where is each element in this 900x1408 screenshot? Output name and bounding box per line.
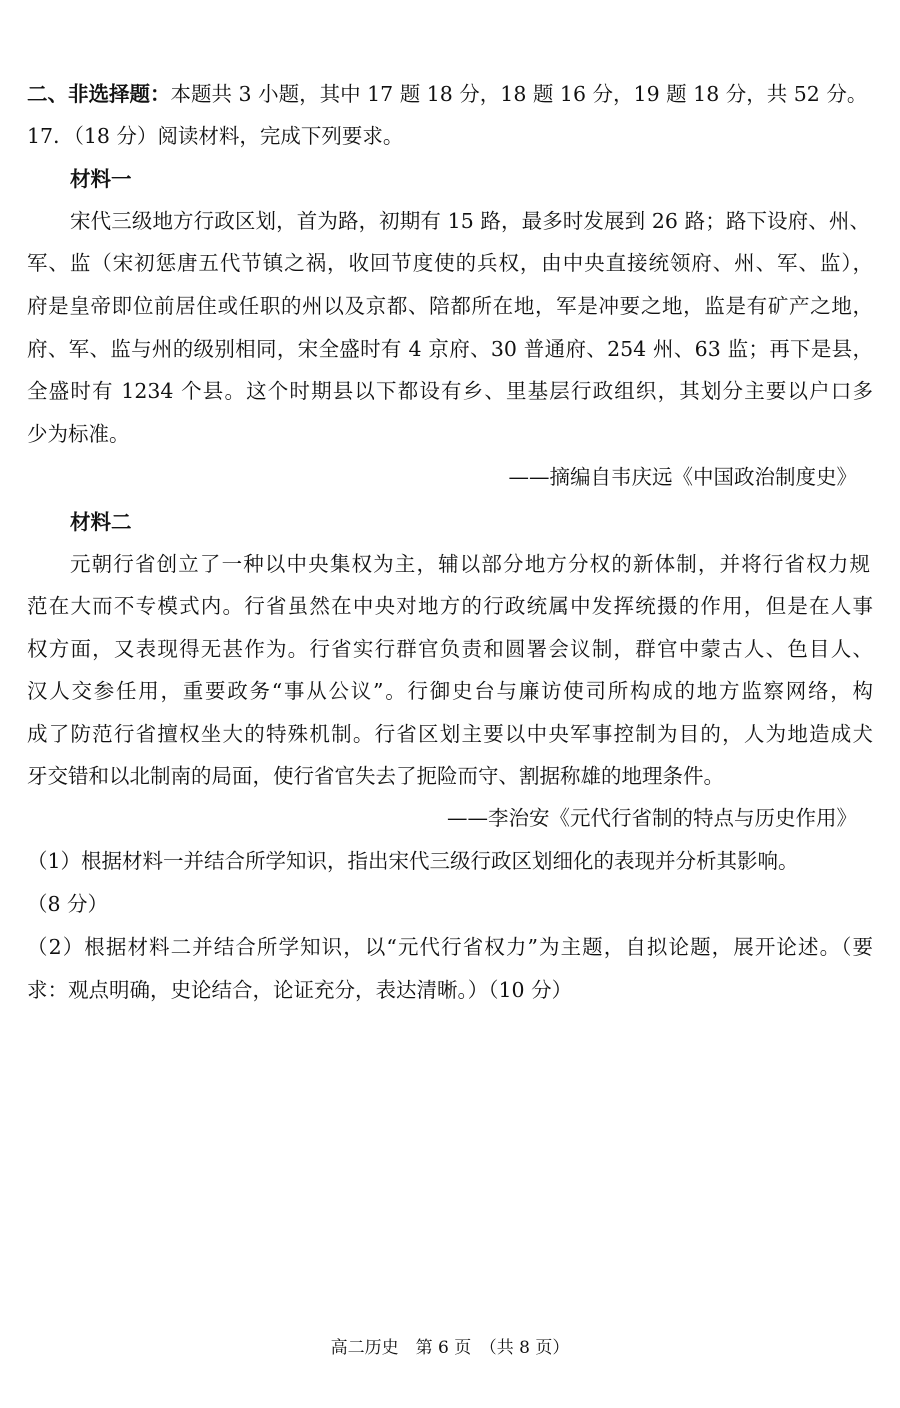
question-prompt: 阅读材料，完成下列要求。 [157,124,404,148]
material1-line: 全盛时有 1234 个县。这个时期县以下都设有乡、里基层行政组织，其划分主要以户口多 [27,379,873,403]
question-number-points: 17．（18 分） [27,124,158,148]
question-17-header [27,122,873,150]
sub-question-1: （1）根据材料一并结合所学知识，指出宋代三级行政区划细化的表现并分析其影响。 [27,849,799,873]
material2-line: 汉人交参任用，重要政务“事从公议”。行御史台与廉访使司所构成的地方监察网络，构 [27,679,873,703]
material2-line: 范在大而不专模式内。行省虽然在中央对地方的行政统属中发挥统摄的作用，但是在人事 [27,594,873,618]
sub-question-2: （2）根据材料二并结合所学知识，以“元代行省权力”为主题，自拟论题，展开论述。（要 [27,935,873,959]
material1-source: ——摘编自韦庆远《中国政治制度史》 [508,465,857,489]
material2-line: 权方面，又表现得无甚作为。行省实行群官负责和圆署会议制，群官中蒙古人、色目人、 [27,637,873,661]
material1-line: 少为标准。 [27,422,130,446]
section-heading [27,80,873,108]
material1-line: 府、军、监与州的级别相同，宋全盛时有 4 京府、30 普通府、254 州、63 监；再下是县， [27,337,873,361]
material2-source: ——李治安《元代行省制的特点与历史作用》 [447,806,857,830]
material2-line: 牙交错和以北制南的局面，使行省官失去了扼险而守、割据称雄的地理条件。 [27,764,724,788]
page-footer: 高二历史 第 6 页 （共 8 页） [330,1338,570,1358]
material1-line: 宋代三级地方行政区划，首为路，初期有 15 路，最多时发展到 26 路；路下设府、州、 [70,209,870,233]
material1-line: 军、监（宋初惩唐五代节镇之祸，收回节度使的兵权，由中央直接统领府、州、军、监）， [27,251,873,275]
section-heading-text: 本题共 3 小题，其中 17 题 18 分，18 题 16 分，19 题 18 分，共 52 分。 [170,82,868,106]
material2-line: 成了防范行省擅权坐大的特殊机制。行省区划主要以中央军事控制为目的，人为地造成犬 [27,722,873,746]
material1-label: 材料一 [70,167,132,191]
material1-line: 府是皇帝即位前居住或任职的州以及京都、陪都所在地，军是冲要之地，监是有矿产之地， [27,294,873,318]
sub-question-1-points: （8 分） [27,892,109,916]
material2-label: 材料二 [70,510,132,534]
material2-line: 元朝行省创立了一种以中央集权为主，辅以部分地方分权的新体制，并将行省权力规 [70,552,870,576]
section-heading-title: 二、非选择题： [27,82,171,106]
sub-question-2-continued: 求：观点明确，史论结合，论证充分，表达清晰。）（10 分） [27,978,573,1002]
